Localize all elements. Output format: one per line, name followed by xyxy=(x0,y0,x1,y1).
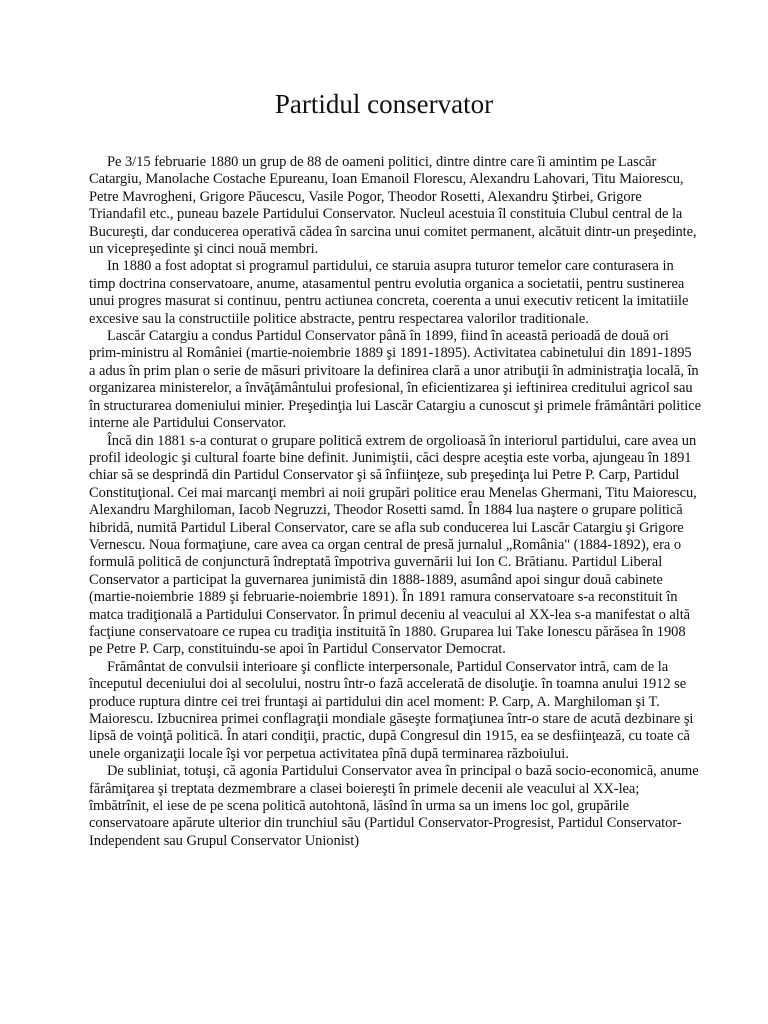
document-body xyxy=(89,154,701,850)
paragraph-catargiu-leadership: Lascăr Catargiu a condus Partidul Conservator până în 1899, fiind în această perioadă de două ori prim-ministru al României (martie-noiembrie 1889 şi 1891-1895). Activitatea cabinetului din 1891-1895 a adus în prim plan o serie de măsuri privitoare la definirea clară a unor atribuţii în administraţia locală, în organizarea ministerelor, a învăţământului profesional, în eficientizarea şi ieftinirea creditului agricol sau în structurarea domeniului minier. Preşedinţia lui Lascăr Catargiu a cunoscut şi primele frământări politice interne ale Partidului Conservator. xyxy=(89,328,701,432)
paragraph-dissolution: Frământat de convulsii interioare şi conflicte interpersonale, Partidul Conservator intră, cam de la începutul deceniului doi al secolului, nostru într-o fază accelerată de disoluţie. în toamna anului 1912 se produce ruptura dintre cei trei fruntaşi ai partidului din acel moment: P. Carp, A. Marghiloman şi T. Maiorescu. Izbucnirea primei conflagraţii mondiale găseşte formaţiunea într-o stare de acută dezbinare şi lipsă de voinţă politică. În atari condiţii, practic, după Congresul din 1915, ea se desfiinţează, cu toate că unele organizaţii locale îşi vor perpetua activitatea pînă după terminarea războiului. xyxy=(89,658,694,762)
paragraph-internal-factions: Încă din 1881 s-a conturat o grupare politică extrem de orgolioasă în interiorul partidului, care avea un profil ideologic şi cultural foarte bine definit. Junimiştii, căci despre aceştia este vorba, ajungeau în 1891 chiar să se desprindă din Partidul Conservator şi să înfiinţeze, sub preşedinţa lui Petre P. Carp, Partidul Constituţional. Cei mai marcanţi membri ai noii grupări politice erau Menelas Ghermani, Titu Maiorescu, Alexandru Marghiloman, Iacob Negruzzi, Theodor Rosetti samd. În 1884 lua naştere o grupare politică hibridă, numită Partidul Liberal Conservator, care se afla sub conducerea lui Lascăr Catargiu şi Grigore Vernescu. Noua formaţiune, care avea ca organ central de presă jurnalul „România" (1884-1892), era o formulă politică de conjunctură îndreptată împotriva guvernării lui Ion C. Brătianu. Partidul Liberal Conservator a participat la guvernarea junimistă din 1888-1889, asumând apoi singur două cabinete (martie-noiembrie 1889 şi februarie-noiembrie 1891). În 1891 ramura conservatoare s-a reconstituit în matca tradiţională a Partidului Conservator. În primul deceniu al veacului al XX-lea s-a manifestat o altă facţiune conservatoare ce rupea cu tradiţia instituită în 1880. Gruparea lui Take Ionescu părăsea în 1908 pe Petre P. Carp, constituindu-se apoi în Partidul Conservator Democrat. xyxy=(89,432,697,658)
paragraph-program: In 1880 a fost adoptat si programul partidului, ce staruia asupra tuturor temelor care conturasera in timp doctrina conservatoare, anume, atasamentul pentru evolutia organica a societatii, pentru sustinerea unui progres masurat si continuu, pentru actiunea concreta, coerenta a unui executiv reticent la imitatiile excesive sau la constructiile politice abstracte, pentru respectarea valorilor traditionale. xyxy=(89,258,689,327)
page-title: Partidul conservator xyxy=(274,89,494,119)
paragraph-agony: De subliniat, totuşi, că agonia Partidului Conservator avea în principal o bază socio-economică, anume fărâmiţarea şi treptata dezmembrare a clasei boiereşti în primele decenii ale veacului al XX-lea; îmbătrînit, el iese de pe scena politică autohtonă, lăsînd în urma sa un imens loc gol, grupările conservatoare apărute ulterior din trunchiul său (Partidul Conservator-Progresist, Partidul Conservator-Independent sau Grupul Conservator Unionist) xyxy=(89,763,699,849)
paragraph-founding: Pe 3/15 februarie 1880 un grup de 88 de oameni politici, dintre dintre care îi amintim pe Lascăr Catargiu, Manolache Costache Epureanu, Ioan Emanoil Florescu, Alexandru Lahovari, Titu Maiorescu, Petre Mavrogheni, Grigore Păucescu, Vasile Pogor, Theodor Rosetti, Alexandru Ştirbei, Grigore Triandafil etc., puneau bazele Partidului Conservator. Nucleul acestuia îl constituia Clubul central de la Bucureşti, dar conducerea operativă cădea în sarcina unui comitet permanent, alcătuit dintr-un preşedinte, un vicepreşedinte şi cinci nouă membri. xyxy=(89,154,697,258)
